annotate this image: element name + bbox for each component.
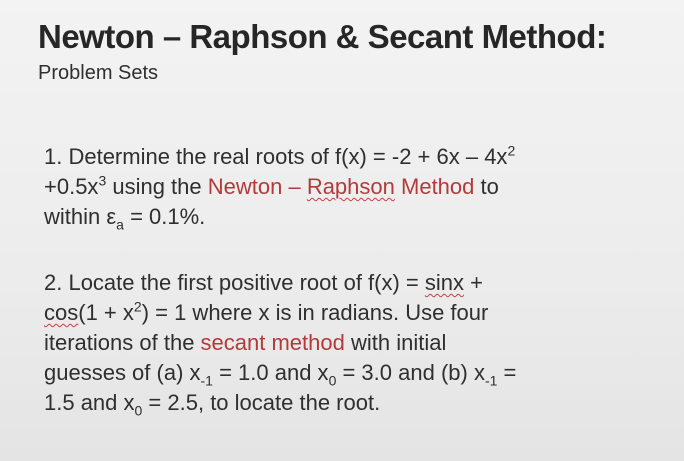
method-dash: – [282, 174, 307, 199]
exponent: 3 [98, 172, 107, 189]
problem-1-text: 1. Determine the real roots of f(x) = -2 + 6x – 4x [44, 144, 508, 169]
subscript: -1 [484, 372, 498, 389]
page-subtitle: Problem Sets [38, 62, 159, 84]
problem-2-text: 2. Locate the first positive root of f(x) = [44, 270, 425, 295]
problem-2-text: 1.5 and x [44, 390, 135, 415]
exponent: 2 [507, 142, 516, 159]
page-title: Newton – Raphson & Secant Method: [38, 18, 607, 55]
problem-1-text: +0.5x [44, 174, 99, 199]
problem-2-text: (1 + x [78, 300, 134, 325]
function-cos: cos [44, 300, 79, 325]
problem-1-text: within ε [44, 204, 117, 229]
problem-2-text: = 2.5, to locate the root. [142, 390, 381, 415]
problem-1-text: = 0.1%. [123, 204, 206, 229]
problem-1-text: using the [106, 174, 208, 199]
subscript: 0 [328, 372, 337, 389]
problem-2-text: ) = 1 where x is in radians. Use four [141, 300, 489, 325]
method-name: Newton [207, 174, 283, 199]
method-name: Method [394, 174, 475, 199]
method-name: secant method [200, 330, 345, 355]
exponent: 2 [133, 298, 142, 315]
problem-2-text: with initial [344, 330, 447, 355]
problem-2-text: + [464, 270, 483, 295]
method-name: Raphson [306, 174, 395, 199]
function-sinx: sinx [424, 270, 465, 295]
subscript: 0 [134, 402, 143, 419]
problem-1 [44, 142, 624, 232]
problem-1-text: to [474, 174, 499, 199]
problem-2-text: = [497, 360, 517, 385]
problem-2-text: iterations of the [44, 330, 201, 355]
problem-2 [44, 268, 624, 418]
subscript: -1 [200, 372, 213, 389]
subscript: a [116, 216, 124, 233]
problem-2-text: = 3.0 and (b) x [336, 360, 485, 385]
problem-2-text: = 1.0 and x [212, 360, 329, 385]
problem-2-text: guesses of (a) x [44, 360, 201, 385]
